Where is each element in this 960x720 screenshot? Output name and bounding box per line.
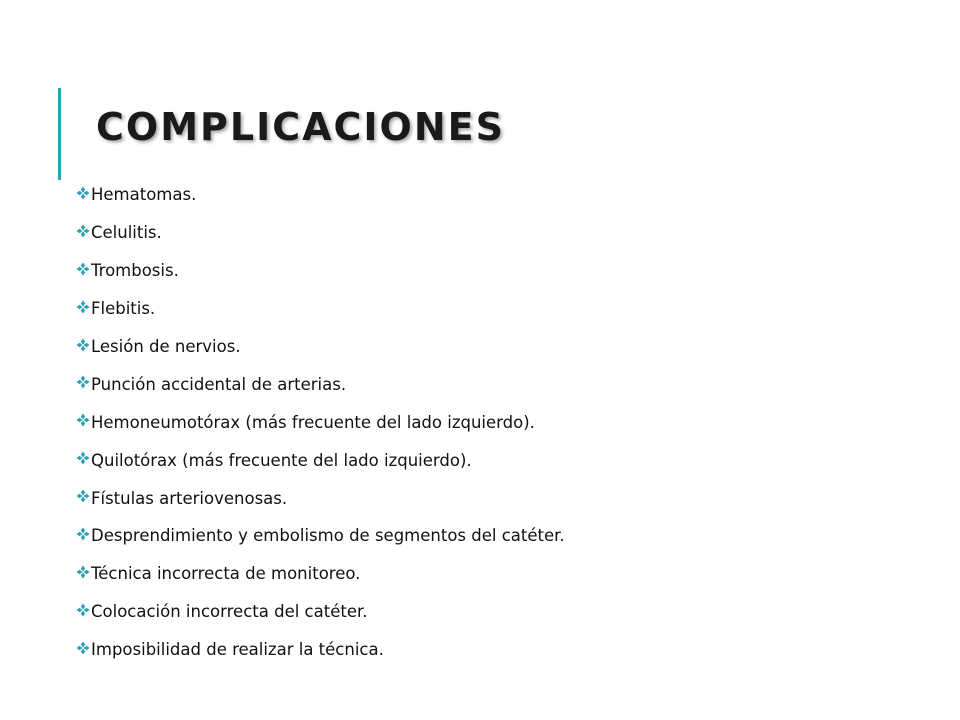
bullet-item (76, 479, 565, 517)
bullet-text: Celulitis. (91, 223, 162, 243)
four-diamond-icon (76, 262, 90, 276)
four-diamond-icon (76, 527, 90, 541)
bullet-text: Imposibilidad de realizar la técnica. (91, 640, 384, 660)
bullet-text: Trombosis. (91, 261, 179, 281)
bullet-item (76, 555, 565, 593)
bullet-item (76, 593, 565, 631)
four-diamond-icon (76, 375, 90, 389)
title-accent-bar (58, 88, 61, 180)
bullet-item (76, 365, 565, 403)
four-diamond-icon (76, 186, 90, 200)
bullet-text: Fístulas arteriovenosas. (91, 488, 288, 508)
four-diamond-icon (76, 300, 90, 314)
four-diamond-icon (76, 489, 90, 503)
bullet-text: Quilotórax (más frecuente del lado izquierdo). (91, 450, 472, 470)
bullet-text: Técnica incorrecta de monitoreo. (91, 564, 361, 584)
four-diamond-icon (76, 565, 90, 579)
bullet-item (76, 328, 565, 366)
bullet-item (76, 403, 565, 441)
bullet-item (76, 252, 565, 290)
bullet-text: Hematomas. (91, 185, 197, 205)
bullet-text: Colocación incorrecta del catéter. (91, 602, 368, 622)
bullet-item (76, 290, 565, 328)
four-diamond-icon (76, 224, 90, 238)
bullet-list (76, 176, 565, 669)
four-diamond-icon (76, 641, 90, 655)
bullet-text: Lesión de nervios. (91, 337, 241, 356)
four-diamond-icon (76, 603, 90, 617)
bullet-item (76, 441, 565, 479)
four-diamond-icon (76, 413, 90, 427)
bullet-item (76, 176, 565, 214)
four-diamond-icon (76, 451, 90, 465)
bullet-text: Desprendimiento y embolismo de segmentos del catéter. (91, 526, 565, 546)
slide-title: COMPLICACIONES (96, 105, 505, 149)
bullet-item (76, 517, 565, 555)
bullet-item (76, 214, 565, 252)
bullet-text: Punción accidental de arterias. (91, 374, 347, 394)
bullet-item (76, 631, 565, 669)
four-diamond-icon (76, 338, 90, 352)
bullet-text: Hemoneumotórax (más frecuente del lado izquierdo). (91, 412, 535, 432)
bullet-text: Flebitis. (91, 299, 156, 319)
